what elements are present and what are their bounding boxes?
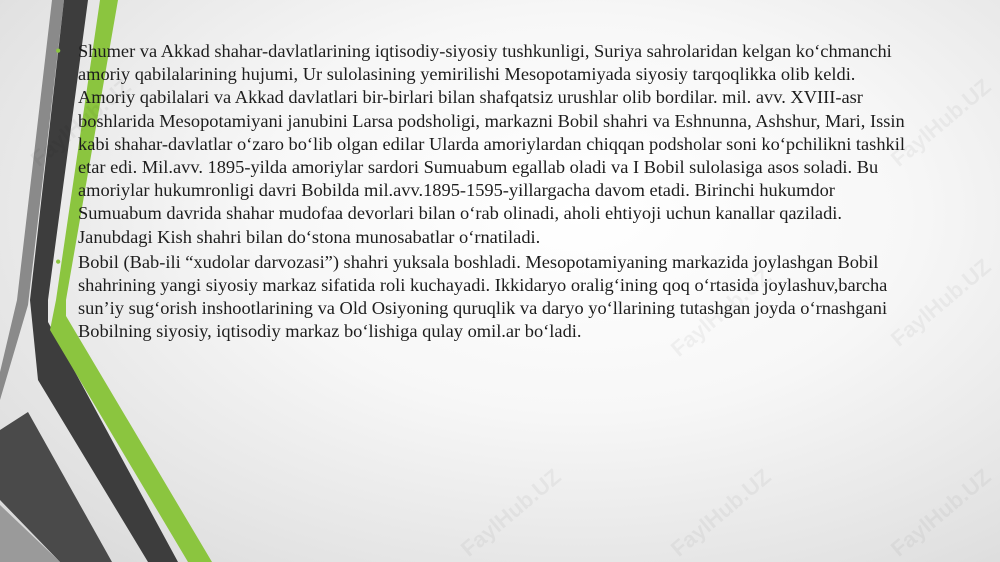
bullet-icon: •: [55, 251, 62, 272]
bullet-icon: •: [55, 41, 62, 61]
bullet-list: [55, 40, 915, 346]
bullet-item: [55, 251, 915, 344]
bullet-item: [55, 40, 915, 249]
paragraph-text: Bobil (Bab-ili “xudolar darvozasi”) shahri yuksala boshladi. Mesopotamiyaning markazida joylashgan Bobil shahrining yangi siyosiy markaz sifatida roli kuchayadi. Ikkidaryo oralig‘ining qoq o‘rtasida joylashuv,barcha sun’iy sug‘orish inshootlarining va Old Osiyoning quruqlik va daryo yo‘llarining tutashgan joyda o‘rnashgani Bobilning siyosiy, iqtisodiy markaz bo‘lishiga qulay omil.ar bo‘ladi.: [78, 251, 888, 342]
paragraph-text: Shumer va Akkad shahar-davlatlarining iqtisodiy-siyosiy tushkunligi, Suriya sahrolaridan kelgan ko‘chmanchi amoriy qabilalarining hujumi, Ur sulolasining yemirilishi Mesopotamiyada siyosiy tarqoqlikka olib keldi. Amoriy qabilalari va Akkad davlatlari bir-birlari bilan shafqatsiz urushlar olib bordilar. mil. avv. XVIII-asr boshlarida Mesopotamiyani janubini Larsa podsholigi, markazni Bobil shahri va Eshnunna, Ashshur, Mari, Issin kabi shahar-davlatlar o‘zaro bo‘lib olgan edilar Ularda amoriylardan chiqqan podsholar soni ko‘pchilikni tashkil etar edi. Mil.avv. 1895-yilda amoriylar sardori Sumuabum egallab oladi va I Bobil sulolasiga asos soladi. Bu amoriylar hukumronligi davri Bobilda mil.avv.1895-1595-yillargacha davom etadi. Birinchi hukumdor Sumuabum davrida shahar mudofaa devorlari bilan o‘rab olinadi, aholi ehtiyoji uchun kanallar qaziladi. Janubdagi Kish shahri bilan do‘stona munosabatlar o‘rnatiladi.: [78, 41, 905, 247]
